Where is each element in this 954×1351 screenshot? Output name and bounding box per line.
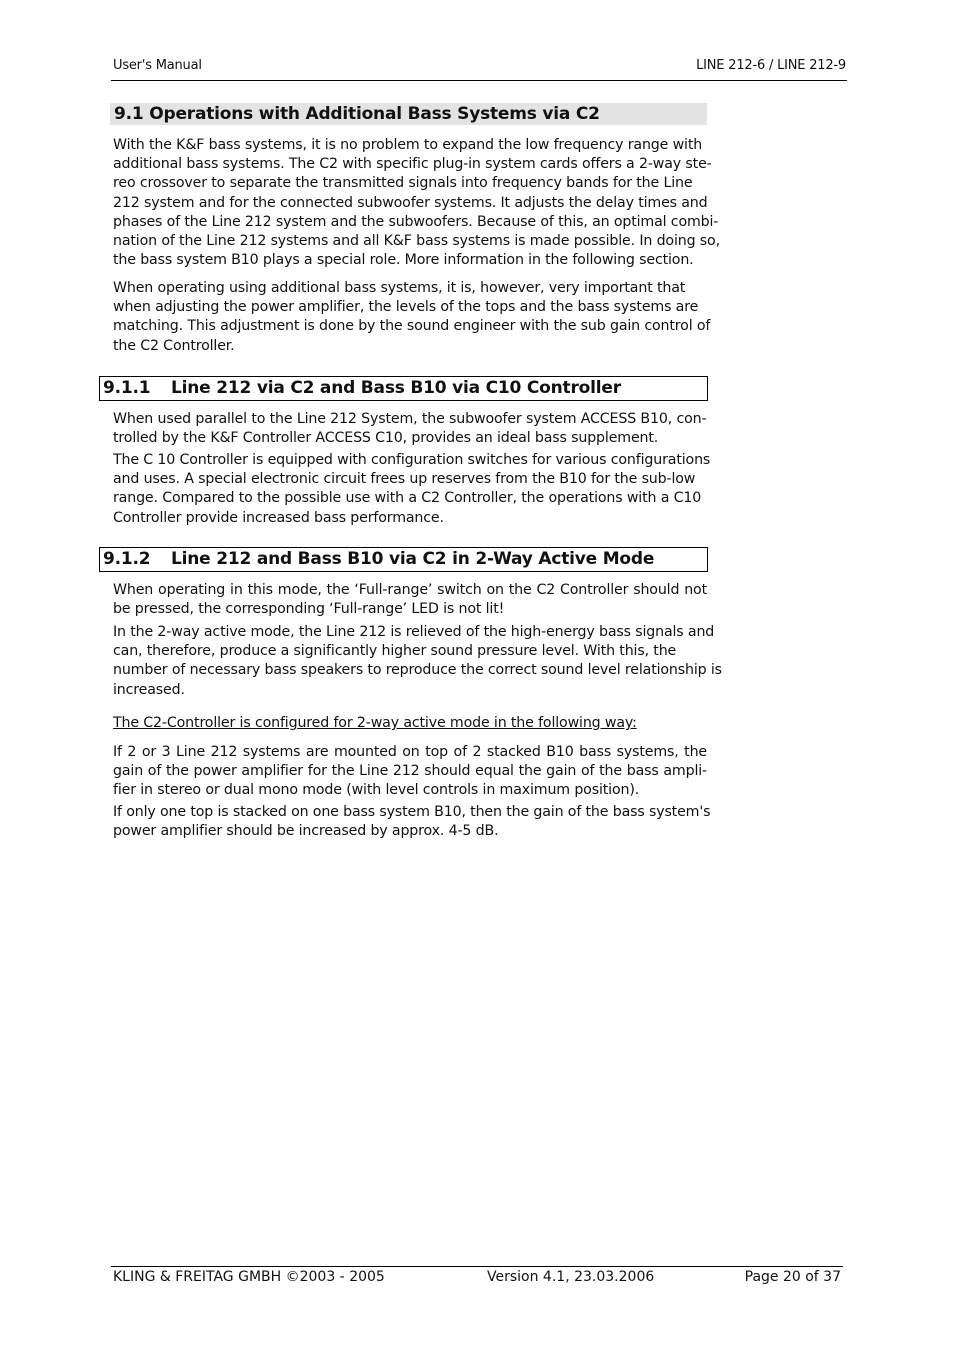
text-line: the bass system B10 plays a special role. More information in the following section.	[113, 252, 694, 269]
text-line: The C 10 Controller is equipped with configuration switches for various configurations	[113, 452, 711, 468]
section-9-1-1-paragraph-1	[113, 410, 707, 448]
text-line: When operating in this mode, the ‘Full-range’ switch on the C2 Controller should not	[113, 582, 707, 598]
text-line: increased.	[113, 681, 185, 698]
footer-copyright: KLING & FREITAG GMBH ©2003 - 2005	[113, 1269, 385, 1285]
section-9-1-heading: 9.1 Operations with Additional Bass Systems via C2	[110, 103, 707, 125]
footer-divider	[111, 1266, 843, 1267]
text-line: when adjusting the power amplifier, the levels of the tops and the bass systems are	[113, 299, 699, 316]
text-line: can, therefore, produce a significantly higher sound pressure level. With this, the	[113, 643, 677, 660]
text-line: fier in stereo or dual mono mode (with level controls in maximum position).	[113, 782, 640, 799]
text-line: When operating using additional bass systems, it is, however, very important that	[113, 280, 686, 296]
footer-version: Version 4.1, 23.03.2006	[487, 1269, 655, 1285]
text-line: number of necessary bass speakers to reproduce the correct sound level relationship is	[113, 662, 722, 679]
section-9-1-paragraph-1	[113, 136, 720, 270]
text-line: 212 system and for the connected subwoofer systems. It adjusts the delay times and	[113, 194, 708, 211]
text-line: trolled by the K&F Controller ACCESS C10, provides an ideal bass supplement.	[113, 430, 659, 447]
section-9-1-2-paragraph-3	[113, 743, 707, 801]
text-line: additional bass systems. The C2 with specific plug-in system cards offers a 2-way ste-	[113, 156, 712, 173]
text-line: When used parallel to the Line 212 System, the subwoofer system ACCESS B10, con-	[113, 411, 707, 427]
text-line: range. Compared to the possible use with a C2 Controller, the operations with a C10	[113, 490, 702, 507]
text-line: In the 2-way active mode, the Line 212 is relieved of the high-energy bass signals and	[113, 624, 715, 640]
text-line: reo crossover to separate the transmitted signals into frequency bands for the Line	[113, 175, 693, 192]
section-9-1-2-heading	[99, 547, 708, 572]
text-line: gain of the power amplifier for the Line 212 should equal the gain of the bass ampli-	[113, 763, 707, 780]
section-title: Line 212 via C2 and Bass B10 via C10 Controller	[171, 378, 621, 398]
section-9-1-2-paragraph-2	[113, 623, 722, 700]
text-line: Controller provide increased bass performance.	[113, 509, 444, 526]
text-line: If 2 or 3 Line 212 systems are mounted on top of 2 stacked B10 bass systems, the	[113, 744, 707, 760]
section-title: Line 212 and Bass B10 via C2 in 2-Way Active Mode	[171, 549, 655, 569]
section-9-1-paragraph-2	[113, 279, 711, 356]
text-line: be pressed, the corresponding ‘Full-range’ LED is not lit!	[113, 601, 505, 618]
section-9-1-2-paragraph-1	[113, 581, 707, 619]
text-line: If only one top is stacked on one bass system B10, then the gain of the bass system's	[113, 804, 711, 820]
header-product-name: LINE 212-6 / LINE 212-9	[696, 58, 846, 73]
text-line: nation of the Line 212 systems and all K&F bass systems is made possible. In doing so,	[113, 233, 720, 250]
text-line: matching. This adjustment is done by the sound engineer with the sub gain control of	[113, 318, 711, 335]
section-9-1-1-heading	[99, 376, 708, 401]
underlined-subheading: The C2-Controller is configured for 2-way active mode in the following way:	[113, 715, 637, 731]
text-line: power amplifier should be increased by approx. 4-5 dB.	[113, 823, 499, 840]
header-document-type: User's Manual	[113, 58, 202, 73]
text-line: phases of the Line 212 system and the subwoofers. Because of this, an optimal combi-	[113, 213, 719, 230]
section-number: 9.1.2	[103, 549, 151, 569]
text-line: the C2 Controller.	[113, 337, 235, 354]
section-9-1-2-subheading	[113, 714, 707, 733]
text-line: and uses. A special electronic circuit frees up reserves from the B10 for the sub-low	[113, 471, 696, 488]
section-9-1-2-paragraph-4	[113, 803, 711, 841]
footer-page-number: Page 20 of 37	[744, 1269, 841, 1285]
text-line: With the K&F bass systems, it is no problem to expand the low frequency range with	[113, 137, 703, 153]
section-9-1-1-paragraph-2	[113, 451, 711, 528]
section-number: 9.1.1	[103, 378, 151, 398]
header-divider	[111, 80, 847, 81]
